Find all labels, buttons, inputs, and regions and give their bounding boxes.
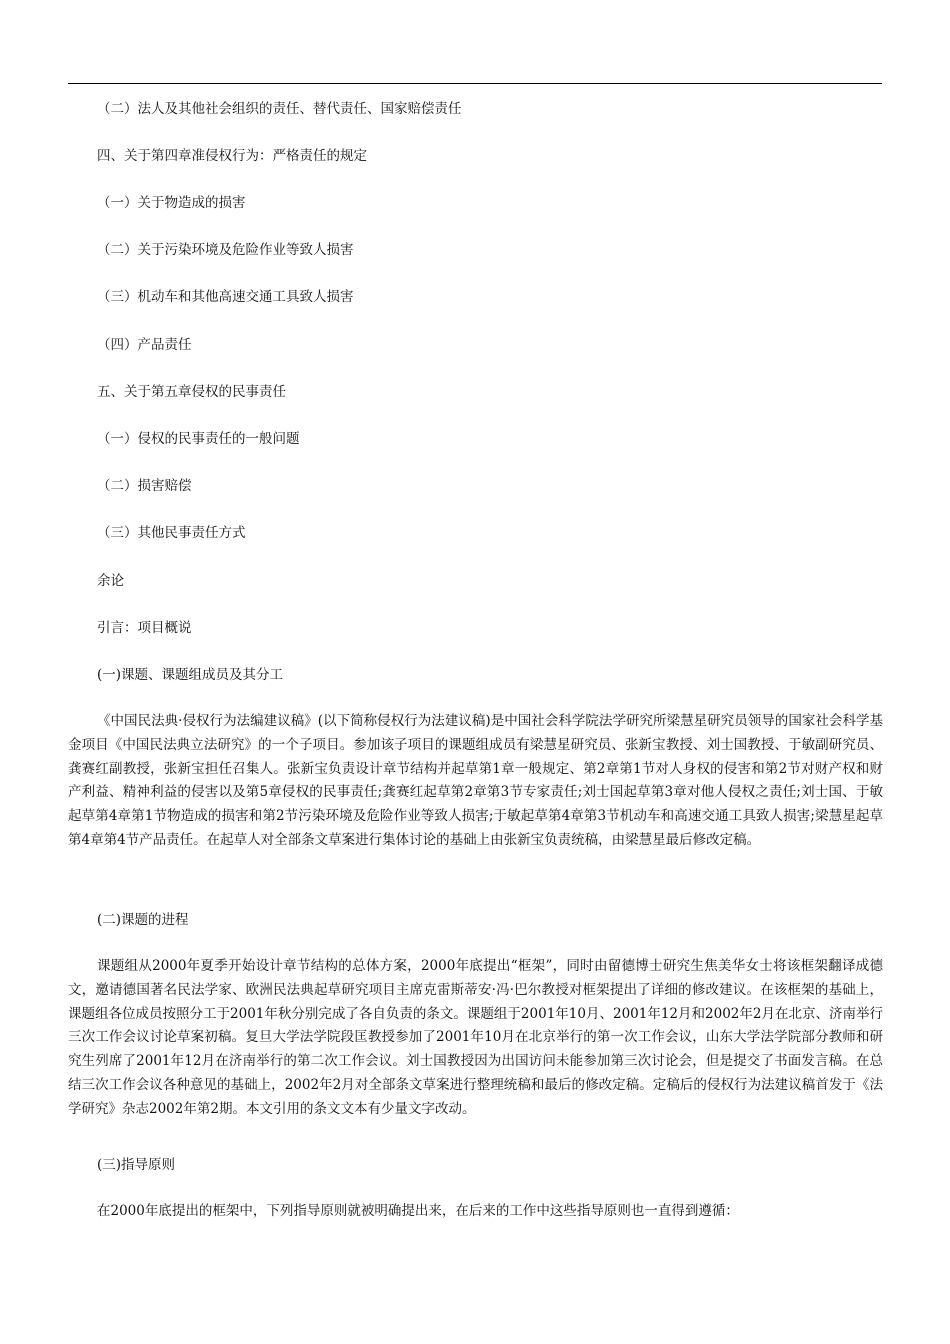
paragraph-project-members: 《中国民法典·侵权行为法编建议稿》(以下简称侵权行为法建议稿)是中国社会科学院法学研究所梁慧星研究员领导的国家社会科学基金项目《中国民法典立法研究》的一个子项目。参加该子项目的课题组成员有梁慧星研究员、张新宝教授、刘士国教授、于敏副研究员、龚赛红副教授，张新宝担任召集人。张新宝负责设计章节结构并起草第1章一般规定、第2章第1节对人身权的侵害和第2节对财产权和财产利益、精神利益的侵害以及第5章侵权的民事责任;龚赛红起草第2章第3节专家责任;刘士国起草第3章对他人侵权之责任;刘士国、于敏起草第4章第1节物造成的损害和第2节污染环境及危险作业等致人损害;于敏起草第4章第3节机动车和高速交通工具致人损害;梁慧星起草第4章第4节产品责任。在起草人对全部条文草案进行集体讨论的基础上由张新宝负责统稿，由梁慧星最后修改定稿。 — [68, 713, 883, 848]
section-heading-2: (二)课题的进程 — [97, 912, 189, 928]
header-rule — [68, 83, 882, 84]
outline-item-6: （四）产品责任 — [97, 337, 192, 353]
outline-item-9: （二）损害赔偿 — [97, 478, 192, 494]
outline-item-1: （二）法人及其他社会组织的责任、替代责任、国家赔偿责任 — [97, 101, 462, 117]
section-heading-3: (三)指导原则 — [97, 1157, 176, 1173]
outline-item-4: （二）关于污染环境及危险作业等致人损害 — [97, 242, 354, 258]
outline-item-3: （一）关于物造成的损害 — [97, 195, 246, 211]
outline-item-7: 五、关于第五章侵权的民事责任 — [97, 384, 286, 400]
paragraph-project-progress: 课题组从2000年夏季开始设计章节结构的总体方案，2000年底提出“框架”，同时由留德博士研究生焦美华女士将该框架翻译成德文，邀请德国著名民法学家、欧洲民法典起草研究项目主席克雷斯蒂安·冯·巴尔教授对框架提出了详细的修改建议。在该框架的基础上，课题组各位成员按照分工于2001年秋分别完成了各自负责的条文。课题组于2001年10月、2001年12月和2002年2月在北京、济南举行三次工作会议讨论草案初稿。复旦大学法学院段匡教授参加了2001年10月在北京举行的第一次工作会议，山东大学法学院部分教师和研究生列席了2001年12月在济南举行的第二次工作会议。刘士国教授因为出国访问未能参加第三次讨论会，但是提交了书面发言稿。在总结三次工作会议各种意见的基础上，2002年2月对全部条文草案进行整理统稿和最后的修改定稿。定稿后的侵权行为法建议稿首发于《法学研究》杂志2002年第2期。本文引用的条文文本有少量文字改动。 — [68, 958, 883, 1117]
outline-item-2: 四、关于第四章准侵权行为：严格责任的规定 — [97, 148, 367, 164]
outline-item-8: （一）侵权的民事责任的一般问题 — [97, 431, 300, 447]
outline-item-12: 引言：项目概说 — [97, 620, 192, 636]
paragraph-guiding-principles: 在2000年底提出的框架中，下列指导原则就被明确提出来，在后来的工作中这些指导原则也一直得到遵循： — [97, 1203, 739, 1219]
outline-item-5: （三）机动车和其他高速交通工具致人损害 — [97, 289, 354, 305]
section-heading-1: (一)课题、课题组成员及其分工 — [97, 667, 284, 683]
outline-item-10: （三）其他民事责任方式 — [97, 525, 246, 541]
outline-item-11: 余论 — [97, 573, 124, 589]
